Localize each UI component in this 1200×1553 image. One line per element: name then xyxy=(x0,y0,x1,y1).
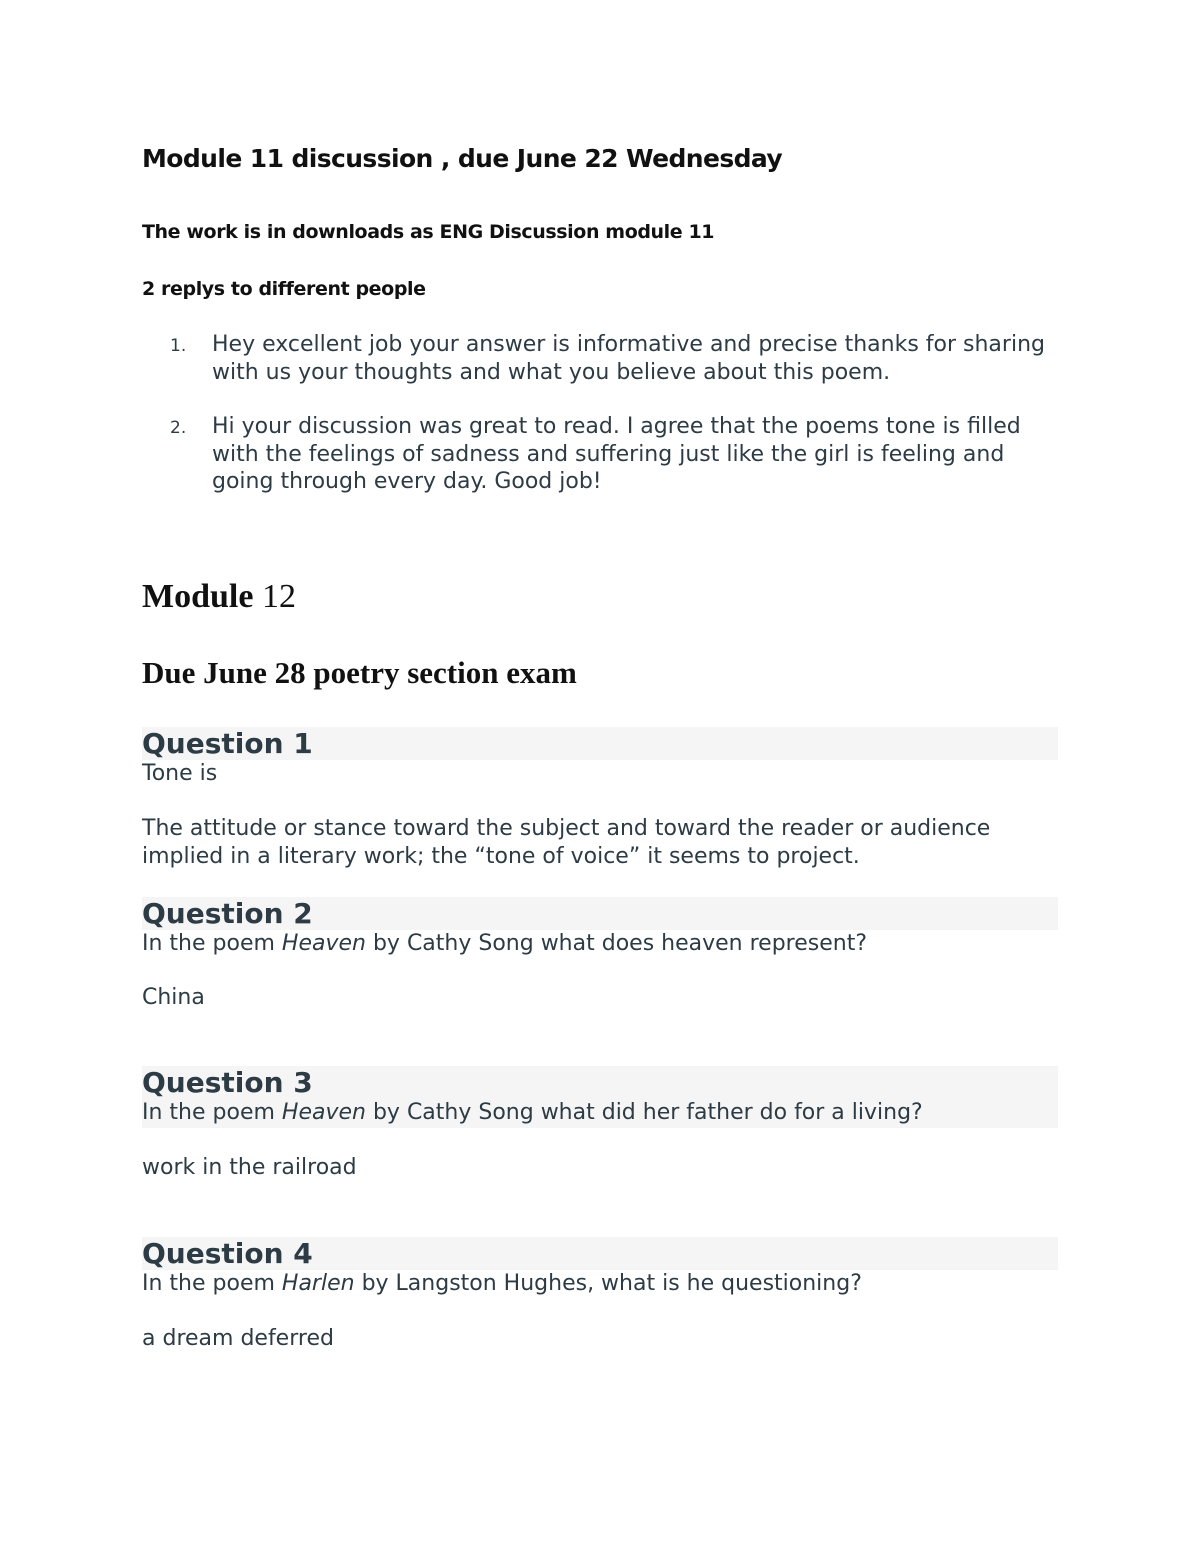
question-1-answer: The attitude or stance toward the subject and toward the reader or audience implied in a literary work; the “tone of voice” it seems to project. xyxy=(142,816,991,869)
question-1-text: Tone is xyxy=(142,761,218,786)
reply-list-item xyxy=(170,331,1050,386)
list-number: 2. xyxy=(170,418,187,438)
question-2-answer: China xyxy=(142,985,205,1010)
reply-list-item xyxy=(170,413,1050,496)
module-12-title xyxy=(142,578,296,616)
question-2-text xyxy=(142,930,867,958)
poem-title: Heaven xyxy=(281,1100,366,1125)
question-text-part: In the poem xyxy=(142,1100,282,1125)
question-4-answer: a dream deferred xyxy=(142,1326,334,1351)
work-location-note: The work is in downloads as ENG Discussion module 11 xyxy=(142,221,715,243)
question-3-answer: work in the railroad xyxy=(142,1155,357,1180)
question-2-heading: Question 2 xyxy=(142,897,313,930)
question-text-part: In the poem xyxy=(142,931,282,956)
question-4-heading: Question 4 xyxy=(142,1237,313,1270)
exam-due-heading: Due June 28 poetry section exam xyxy=(142,655,577,690)
question-3-text xyxy=(142,1099,923,1127)
reply-text: Hi your discussion was great to read. I agree that the poems tone is filled with the feelings of sadness and suffering just like the girl is feeling and going through every day. Good job! xyxy=(212,414,1021,494)
poem-title: Heaven xyxy=(281,931,366,956)
question-1-heading: Question 1 xyxy=(142,727,313,760)
reply-text: Hey excellent job your answer is informative and precise thanks for sharing with us your thoughts and what you believe about this poem. xyxy=(212,332,1045,385)
module-12-title-number: 12 xyxy=(261,578,296,615)
question-text-part: In the poem xyxy=(142,1271,282,1296)
question-3-heading: Question 3 xyxy=(142,1066,313,1099)
list-number: 1. xyxy=(170,336,187,356)
question-4-text xyxy=(142,1270,862,1298)
question-text-part: by Cathy Song what does heaven represent? xyxy=(365,931,867,956)
replies-requirement-note: 2 replys to different people xyxy=(142,278,426,300)
question-text-part: by Langston Hughes, what is he questioning? xyxy=(354,1271,862,1296)
module-11-title: Module 11 discussion , due June 22 Wednesday xyxy=(142,144,783,173)
question-text-part: by Cathy Song what did her father do for a living? xyxy=(365,1100,923,1125)
poem-title: Harlen xyxy=(281,1271,355,1296)
module-12-title-word: Module xyxy=(142,578,254,615)
